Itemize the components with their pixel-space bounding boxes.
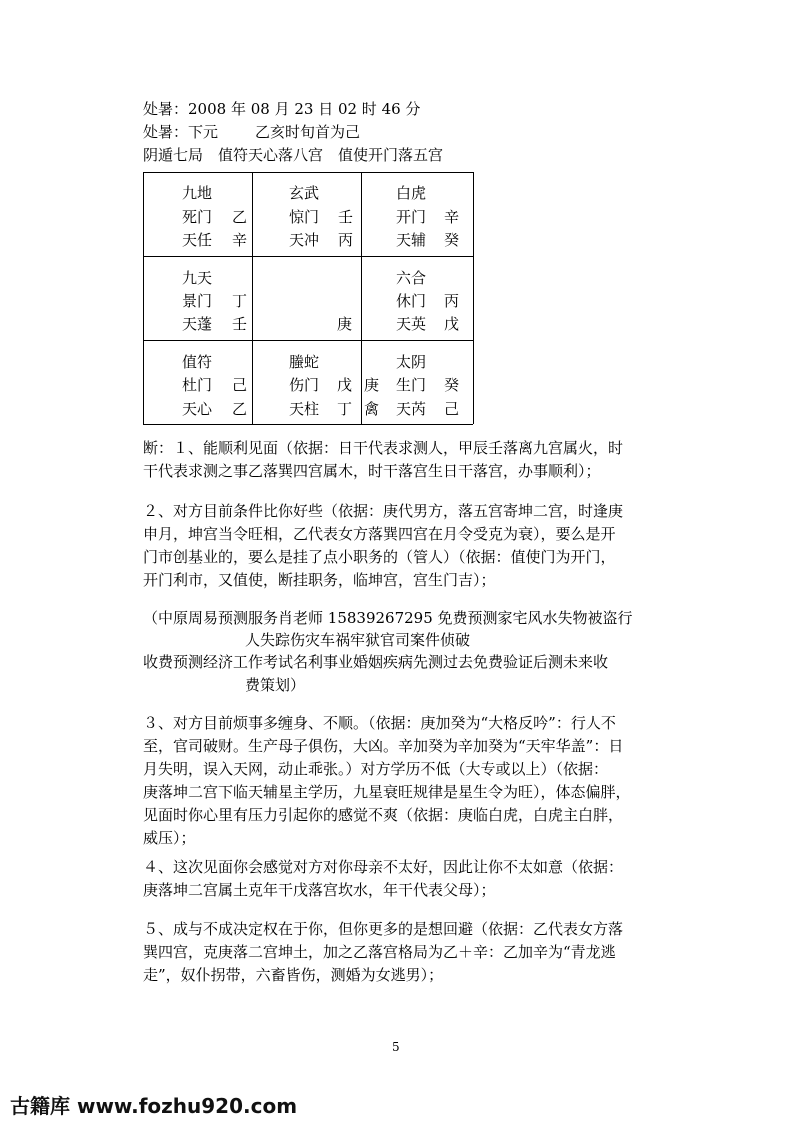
para4-line1: ４、这次见面你会感觉对方对你母亲不太好，因此让你不太如意（依据： <box>143 858 624 876</box>
cell-mr-deity: 六合 <box>396 269 427 287</box>
cell-bl-gate-stem: 己 <box>232 376 248 394</box>
cell-bm-gate-stem: 戊 <box>337 376 353 394</box>
cell-tl-gate: 死门 <box>182 208 213 226</box>
cell-bl-deity: 值符 <box>182 353 213 371</box>
ad-line2: 人失踪伤灾车祸牢狱官司案件侦破 <box>245 631 471 649</box>
cell-tl-deity: 九地 <box>182 184 213 202</box>
para4-line2: 庚落坤二宫属土克年干戊落宫坎水，年干代表父母）； <box>143 881 496 899</box>
cell-ml-deity: 九天 <box>182 269 213 287</box>
cell-tr-deity: 白虎 <box>396 184 427 202</box>
para1-line2: 干代表求测之事乙落巽四宫属木，时干落宫生日干落宫，办事顺利）； <box>143 462 601 480</box>
para3-line5: 见面时你心里有压力引起你的感觉不爽（依据：庚临白虎，白虎主白胖， <box>143 806 624 824</box>
grid-border-right <box>473 172 474 424</box>
cell-tl-gate-stem: 乙 <box>232 208 248 226</box>
ad-line4: 费策划） <box>245 676 306 694</box>
para2-line2: 申月，坤宫当令旺相，乙代表女方落巽四宫在月令受克为衰），要么是开 <box>143 525 616 543</box>
para5-line3: 走”，奴仆拐带，六畜皆伤，测婚为女逃男）； <box>143 966 444 984</box>
para3-line3: 月失明，误入天网，动止乖张。）对方学历不低（大专或以上）（依据： <box>143 760 609 778</box>
para2-line4: 开门利市，又值使，断挂职务，临坤宫，宫生门吉）； <box>143 571 496 589</box>
cell-tr-gate-stem: 辛 <box>444 208 460 226</box>
header-ju-line: 阴遁七局 值符天心落八宫 值使开门落五宫 <box>143 146 444 164</box>
cell-bl-star-stem: 乙 <box>232 400 248 418</box>
cell-ml-star-stem: 壬 <box>232 315 248 333</box>
cell-mr-star-stem: 戊 <box>444 315 460 333</box>
cell-bm-star-stem: 丁 <box>337 400 353 418</box>
cell-bm-gate: 伤门 <box>289 376 320 394</box>
footer-watermark: 古籍库 www.fozhu920.com <box>10 1094 298 1118</box>
cell-tl-star: 天任 <box>182 231 213 249</box>
para5-line1: ５、成与不成决定权在于你，但你更多的是想回避（依据：乙代表女方落 <box>143 920 624 938</box>
grid-divider-2 <box>361 172 362 424</box>
cell-mr-star: 天英 <box>396 315 427 333</box>
header-date-line: 处暑：2008 年 08 月 23 日 02 时 46 分 <box>143 100 421 118</box>
cell-tm-gate-stem: 壬 <box>338 208 354 226</box>
para2-line3: 门市创基业的，要么是挂了点小职务的（管人）（依据：值使门为开门， <box>143 548 616 566</box>
grid-border-row1 <box>143 256 473 257</box>
cell-bm-extra-stem: 庚 <box>364 376 380 394</box>
cell-br-gate-stem: 癸 <box>444 376 460 394</box>
cell-bm-star: 天柱 <box>289 400 320 418</box>
para5-line2: 巽四宫，克庚落二宫坤土，加之乙落宫格局为乙＋辛：乙加辛为“青龙逃 <box>143 943 616 961</box>
page-number: 5 <box>392 1040 400 1054</box>
cell-br-gate: 生门 <box>396 376 427 394</box>
para2-line1: ２、对方目前条件比你好些（依据：庚代男方，落五宫寄坤二宫，时逢庚 <box>143 502 624 520</box>
cell-mc-stem: 庚 <box>337 315 353 333</box>
cell-tm-gate: 惊门 <box>289 208 320 226</box>
para3-line6: 威压）； <box>143 829 196 847</box>
cell-ml-star: 天蓬 <box>182 315 213 333</box>
cell-bm-deity: 螣蛇 <box>289 353 320 371</box>
header-xunshou: 乙亥时旬首为己 <box>255 123 361 141</box>
cell-br-star-stem: 己 <box>444 400 460 418</box>
grid-border-top <box>143 172 473 173</box>
cell-ml-gate-stem: 丁 <box>232 292 248 310</box>
cell-tl-star-stem: 辛 <box>232 231 248 249</box>
para3-line4: 庚落坤二宫下临天辅星主学历，九星衰旺规律是星生令为旺），体态偏胖， <box>143 783 631 801</box>
cell-tm-star: 天冲 <box>289 231 320 249</box>
para3-line2: 至，官司破财。生产母子俱伤，大凶。辛加癸为辛加癸为“天牢华盖”：日 <box>143 737 624 755</box>
cell-mr-gate: 休门 <box>396 292 427 310</box>
grid-border-row2 <box>143 340 473 341</box>
cell-mr-gate-stem: 丙 <box>444 292 460 310</box>
grid-border-bottom <box>143 424 473 425</box>
cell-tm-deity: 玄武 <box>289 184 320 202</box>
cell-tr-gate: 开门 <box>396 208 427 226</box>
cell-tr-star-stem: 癸 <box>444 231 460 249</box>
para1-line1: 断：１、能顺利见面（依据：日干代表求测人，甲辰壬落离九宫属火，时 <box>143 439 624 457</box>
grid-divider-1 <box>252 172 253 424</box>
grid-border-left <box>143 172 144 424</box>
cell-bm-extra-star: 禽 <box>364 400 380 418</box>
ad-line1: （中原周易预测服务肖老师 15839267295 免费预测家宅风水失物被盗行 <box>143 609 633 627</box>
cell-tr-star: 天辅 <box>396 231 427 249</box>
ad-line3: 收费预测经济工作考试名利事业婚姻疾病先测过去免费验证后测未来收 <box>143 653 609 671</box>
cell-br-star: 天芮 <box>396 400 427 418</box>
cell-ml-gate: 景门 <box>182 292 213 310</box>
cell-tm-star-stem: 丙 <box>338 231 354 249</box>
cell-bl-gate: 杜门 <box>182 376 213 394</box>
cell-bl-star: 天心 <box>182 400 213 418</box>
cell-br-deity: 太阴 <box>396 353 427 371</box>
header-yuan-label: 处暑：下元 <box>143 123 219 141</box>
para3-line1: ３、对方目前烦事多缠身、不顺。（依据：庚加癸为“大格反吟”：行人不 <box>143 714 616 732</box>
